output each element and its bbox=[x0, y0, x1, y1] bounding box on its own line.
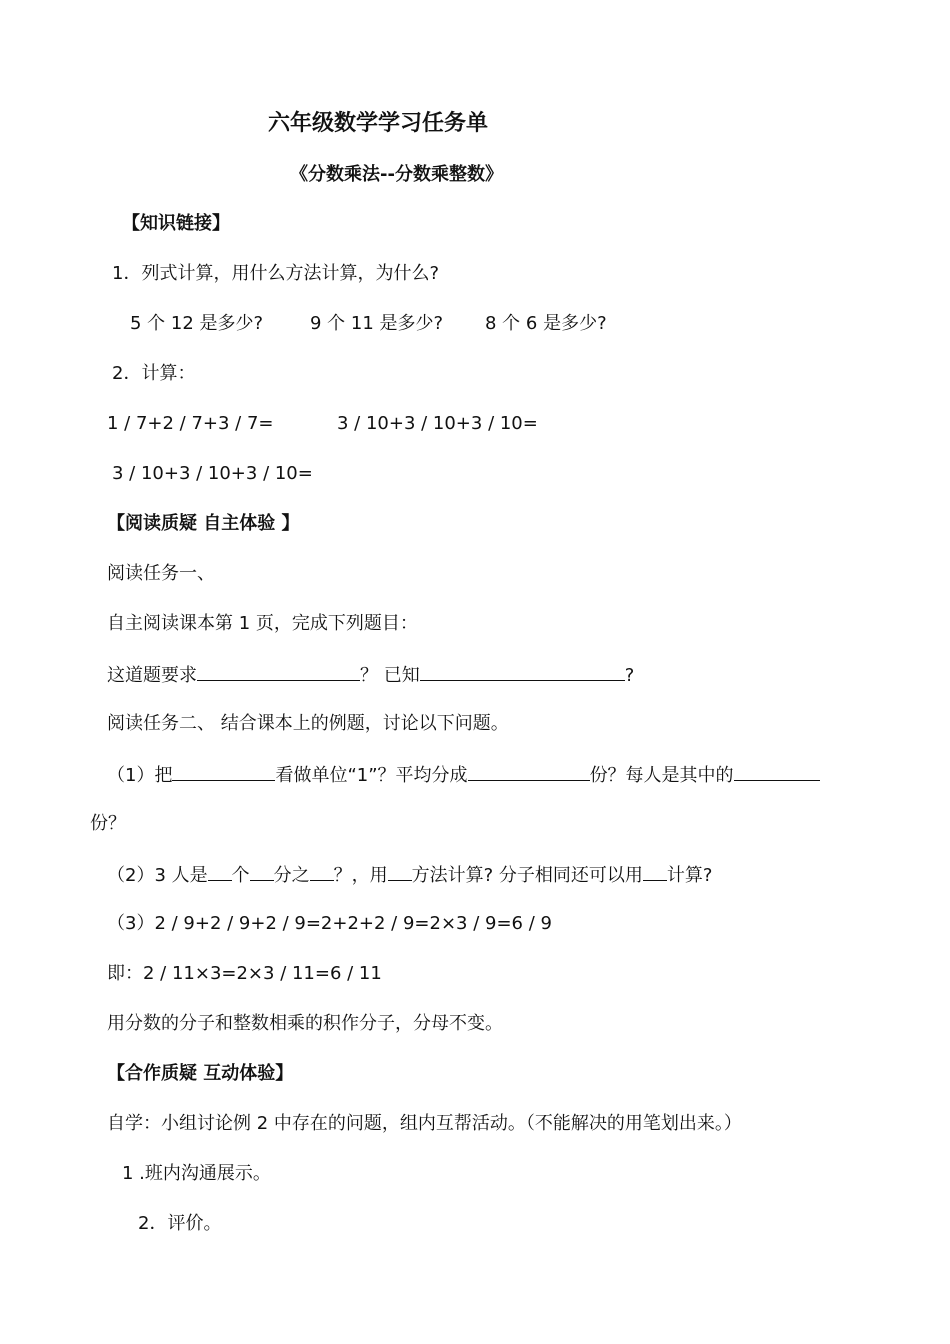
multiplication-rule: 用分数的分子和整数相乘的积作分子，分母不变。 bbox=[107, 1013, 503, 1034]
fill-in-question bbox=[107, 662, 634, 688]
answer-blank bbox=[468, 762, 590, 781]
question-text: ？ 已知 bbox=[360, 665, 420, 686]
self-study-instruction: 自学：小组讨论例 2 中存在的问题，组内互帮活动。（不能解决的用笔划出来。） bbox=[107, 1113, 742, 1134]
example-equation: 即：2 / 11×3=2×3 / 11=6 / 11 bbox=[107, 963, 382, 984]
question-text: （1）把 bbox=[107, 765, 173, 786]
calc-expression: 3 / 10+3 / 10+3 / 10= bbox=[112, 463, 313, 484]
discussion-question-3: （3）2 / 9+2 / 9+2 / 9=2+2+2 / 9=2×3 / 9=6 / 9 bbox=[107, 913, 552, 934]
answer-blank bbox=[250, 862, 274, 881]
question-2: 2．计算： bbox=[112, 363, 196, 384]
section-heading-cooperation: 【合作质疑 互动体验】 bbox=[107, 1063, 294, 1084]
question-text: 这道题要求 bbox=[107, 665, 197, 686]
question-text: 份？每人是其中的 bbox=[589, 765, 734, 786]
page-subtitle: 《分数乘法--分数乘整数》 bbox=[290, 164, 503, 185]
calc-expression: 3 / 10+3 / 10+3 / 10= bbox=[337, 413, 538, 434]
answer-blank bbox=[734, 762, 820, 781]
activity-item: 2．评价。 bbox=[138, 1213, 222, 1234]
question-1: 1．列式计算，用什么方法计算，为什么? bbox=[112, 263, 440, 284]
answer-blank bbox=[420, 662, 625, 681]
question-text: 个 bbox=[231, 865, 250, 886]
question-text: 看做单位“1”？平均分成 bbox=[275, 765, 468, 786]
page-title: 六年级数学学习任务单 bbox=[268, 111, 489, 136]
question-text: ？，用 bbox=[333, 865, 388, 886]
discussion-question-2 bbox=[107, 862, 712, 888]
answer-blank bbox=[172, 762, 275, 781]
answer-blank bbox=[197, 662, 360, 681]
answer-blank bbox=[643, 862, 667, 881]
answer-blank bbox=[310, 862, 334, 881]
question-text: 计算? bbox=[666, 865, 713, 886]
reading-task-1-instruction: 自主阅读课本第 1 页，完成下列题目： bbox=[107, 613, 418, 634]
calc-expression: 1 / 7+2 / 7+3 / 7= bbox=[107, 413, 274, 434]
question-1-item: 8 个 6 是多少? bbox=[485, 313, 607, 334]
reading-task-2: 阅读任务二、 结合课本上的例题，讨论以下问题。 bbox=[107, 713, 509, 734]
discussion-question-1-end: 份？ bbox=[90, 813, 126, 834]
reading-task-1: 阅读任务一、 bbox=[107, 563, 215, 584]
question-text: （2）3 人是 bbox=[107, 865, 208, 886]
activity-item: 1 .班内沟通展示。 bbox=[122, 1163, 271, 1184]
question-1-item: 9 个 11 是多少? bbox=[310, 313, 444, 334]
question-text: 方法计算? 分子相同还可以用 bbox=[411, 865, 643, 886]
question-text: 分之 bbox=[273, 865, 310, 886]
section-heading-knowledge: 【知识链接】 bbox=[122, 213, 230, 234]
question-text: ? bbox=[624, 665, 635, 686]
question-1-item: 5 个 12 是多少? bbox=[130, 313, 264, 334]
section-heading-reading: 【阅读质疑 自主体验 】 bbox=[107, 513, 300, 534]
answer-blank bbox=[388, 862, 412, 881]
discussion-question-1 bbox=[107, 762, 820, 788]
answer-blank bbox=[208, 862, 232, 881]
